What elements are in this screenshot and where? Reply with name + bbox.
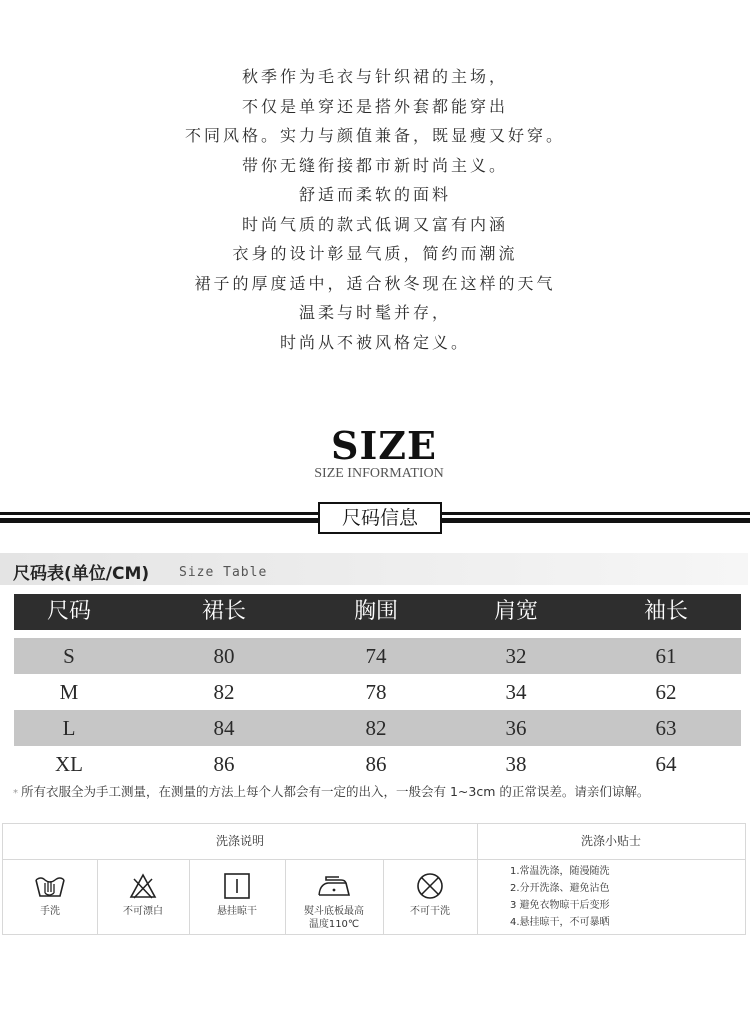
- table-row: [14, 638, 741, 674]
- table-cell: 34: [505, 680, 527, 704]
- intro-line: 时尚气质的款式低调又富有内涵: [241, 214, 508, 234]
- table-cell: 82: [365, 716, 387, 740]
- table-cell: 64: [655, 752, 677, 776]
- table-row: [14, 674, 741, 710]
- table-cell: M: [59, 680, 79, 704]
- table-row: [14, 746, 741, 782]
- table-cell: 80: [213, 644, 235, 668]
- column-header: 胸围: [353, 599, 398, 624]
- note-star: *: [13, 788, 18, 799]
- care-item-hand-wash: [3, 859, 98, 935]
- care-item-hang-dry: [189, 859, 286, 935]
- intro-text: [0, 62, 750, 357]
- table-cell: 86: [365, 752, 387, 776]
- care-label: 熨斗底板最高 温度110℃: [304, 906, 364, 930]
- table-cell: 74: [365, 644, 387, 668]
- care-label: 不可干洗: [410, 906, 450, 917]
- table-cell: 84: [213, 716, 235, 740]
- care-item-no-dry-clean: [383, 859, 478, 935]
- table-cell: 63: [655, 716, 677, 740]
- care-tip: 2.分开洗涤、避免沾色: [510, 883, 610, 894]
- column-header: 尺码: [46, 599, 91, 624]
- size-heading: SIZE: [331, 423, 437, 468]
- column-header: 肩宽: [493, 599, 538, 624]
- no-dry-clean-icon: [383, 871, 477, 901]
- table-cell: XL: [55, 752, 83, 776]
- size-table-title-en: Size Table: [179, 565, 268, 580]
- care-tips-list: [510, 863, 610, 931]
- intro-line: 秋季作为毛衣与针织裙的主场，: [241, 67, 508, 86]
- table-cell: 62: [655, 680, 677, 704]
- size-subheading: SIZE INFORMATION: [314, 466, 444, 481]
- intro-line: 带你无缝衔接都市新时尚主义。: [241, 155, 508, 175]
- size-table-title: 尺码表(单位/CM): [13, 564, 150, 584]
- hang-dry-icon: [189, 871, 285, 901]
- iron-icon: [285, 871, 383, 901]
- column-header: 袖长: [643, 599, 688, 624]
- care-instructions-header: 洗涤说明: [3, 824, 478, 860]
- table-cell: L: [62, 716, 76, 740]
- table-cell: 86: [213, 752, 235, 776]
- measurement-note: [13, 782, 649, 800]
- intro-line: 时尚从不被风格定义。: [279, 332, 470, 352]
- note-text: 所有衣服全为手工测量，在测量的方法上每个人都会有一定的出入，一般会有 1~3cm 的正常误差。请亲们谅解。: [21, 784, 650, 799]
- intro-line: 不仅是单穿还是搭外套都能穿出: [241, 96, 508, 116]
- table-cell: 61: [655, 644, 677, 668]
- care-item-no-bleach: [97, 859, 190, 935]
- care-tip: 4.悬挂晾干，不可暴晒: [510, 917, 610, 928]
- intro-line: 温柔与时髦并存，: [298, 303, 451, 322]
- intro-line: 不同风格。实力与颜值兼备，既显瘦又好穿。: [184, 126, 565, 145]
- care-tip: 3 避免衣物晾干后变形: [510, 900, 610, 911]
- care-item-iron: [285, 859, 384, 935]
- care-panel: [2, 823, 746, 935]
- care-label: 不可漂白: [123, 906, 163, 917]
- care-label: 悬挂晾干: [217, 906, 257, 917]
- column-header: 裙长: [201, 599, 246, 624]
- table-header-row: [14, 594, 741, 630]
- table-row: [14, 710, 741, 746]
- hand-wash-icon: [3, 871, 97, 901]
- care-label: 手洗: [40, 906, 60, 917]
- table-cell: 78: [365, 680, 387, 704]
- care-tips-header: 洗涤小贴士: [477, 824, 745, 860]
- table-cell: 32: [505, 644, 527, 668]
- table-cell: S: [63, 644, 75, 668]
- intro-line: 裙子的厚度适中，适合秋冬现在这样的天气: [194, 273, 556, 293]
- intro-line: 衣身的设计彰显气质，简约而潮流: [232, 244, 518, 263]
- care-tip: 1.常温洗涤，随漫随洗: [510, 866, 610, 877]
- table-cell: 38: [505, 752, 527, 776]
- no-bleach-icon: [97, 871, 189, 901]
- intro-line: 舒适而柔软的面料: [298, 185, 451, 204]
- size-info-label: 尺码信息: [318, 502, 442, 534]
- table-cell: 36: [505, 716, 527, 740]
- table-cell: 82: [213, 680, 235, 704]
